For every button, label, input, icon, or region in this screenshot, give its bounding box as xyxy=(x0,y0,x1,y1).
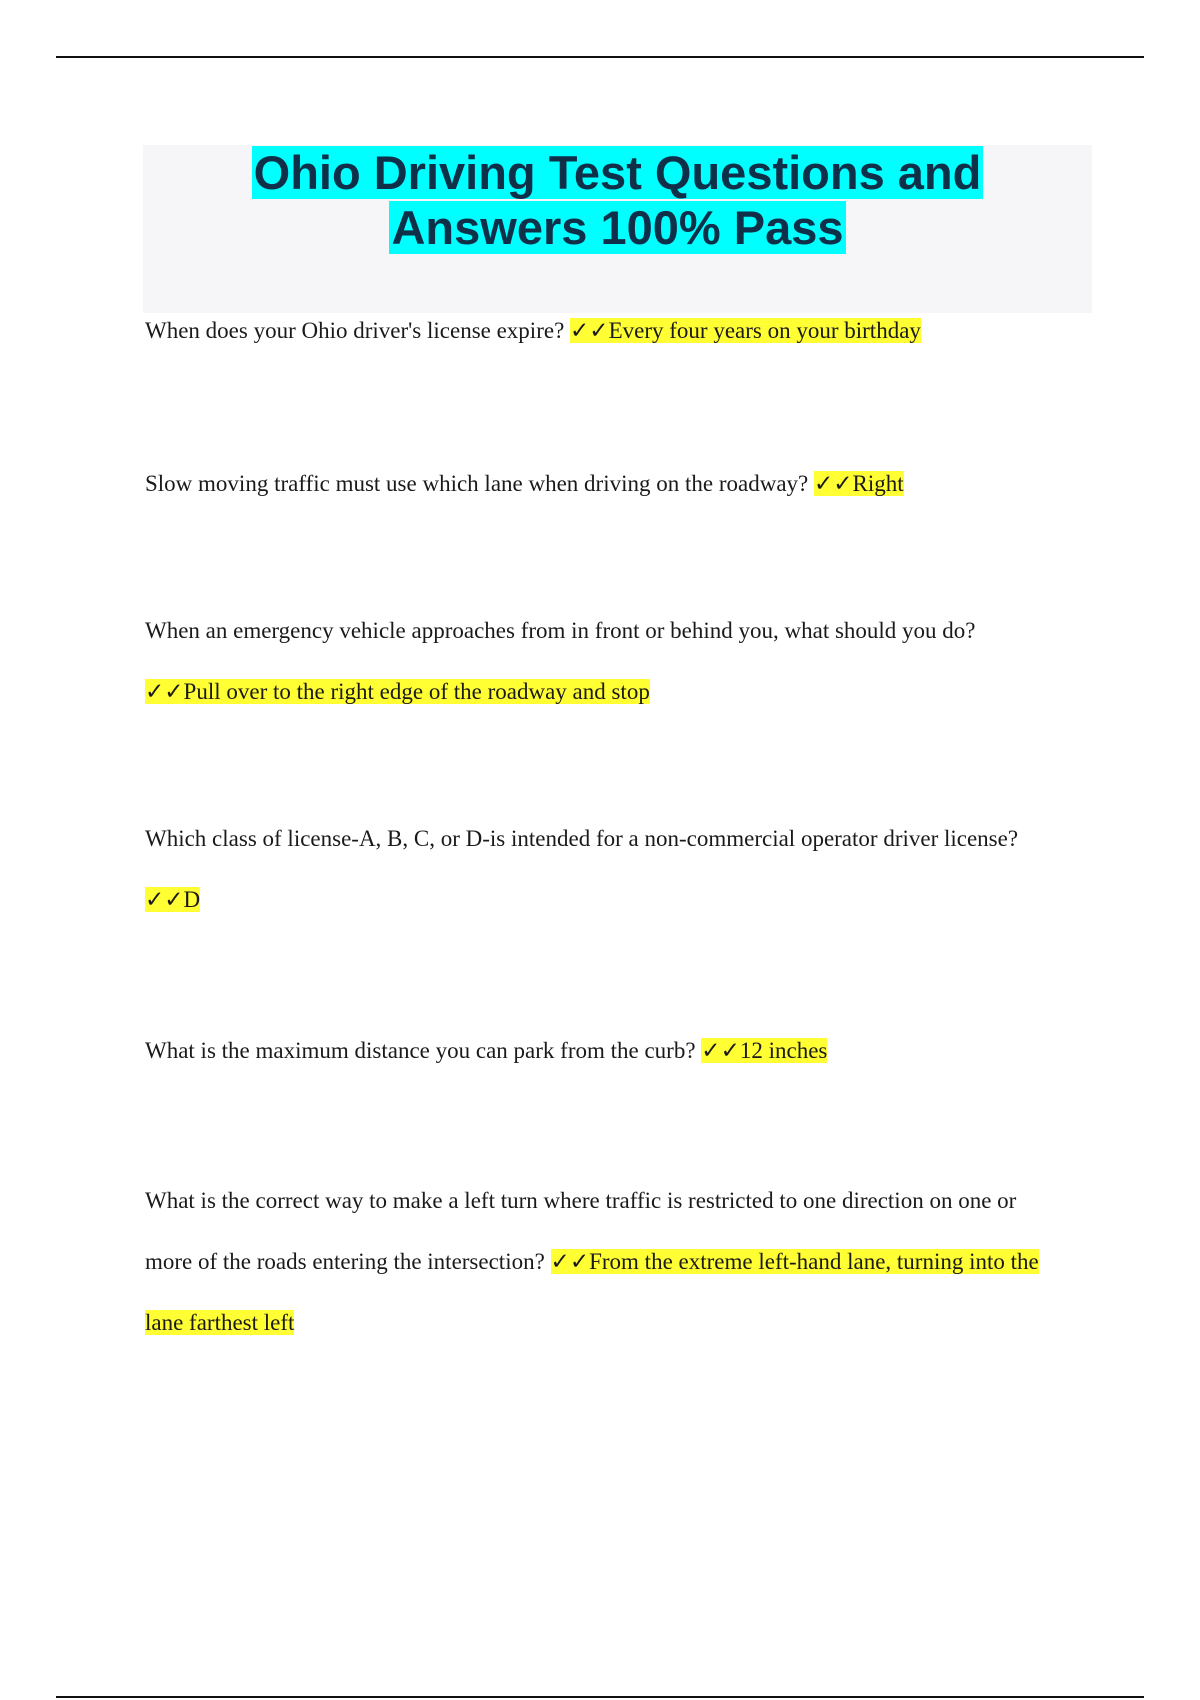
qa-item-5 xyxy=(145,1020,1105,1081)
answer-6-line-1: ✓✓From the extreme left-hand lane, turning into the xyxy=(550,1249,1039,1274)
check-mark-icon: ✓✓ xyxy=(145,887,184,912)
title-line-1: Ohio Driving Test Questions and xyxy=(253,146,982,199)
question-1: When does your Ohio driver's license expire? xyxy=(145,318,565,343)
top-rule xyxy=(56,56,1144,58)
question-3: When an emergency vehicle approaches from in front or behind you, what should you do? xyxy=(145,618,976,643)
check-mark-icon: ✓✓ xyxy=(814,471,853,496)
question-6-line-1: What is the correct way to make a left turn where traffic is restricted to one direction on one or xyxy=(145,1188,1017,1213)
qa-item-2 xyxy=(145,453,1105,514)
question-5: What is the maximum distance you can park from the curb? xyxy=(145,1038,696,1063)
question-2: Slow moving traffic must use which lane when driving on the roadway? xyxy=(145,471,809,496)
answer-3: ✓✓Pull over to the right edge of the roadway and stop xyxy=(145,679,650,704)
check-mark-icon: ✓✓ xyxy=(701,1038,740,1063)
bottom-rule xyxy=(56,1696,1144,1698)
qa-item-6 xyxy=(145,1170,1105,1353)
question-4: Which class of license-A, B, C, or D-is intended for a non-commercial operator driver license? xyxy=(145,826,1019,851)
answer-4: ✓✓D xyxy=(145,887,201,912)
answer-6-line-2: lane farthest left xyxy=(145,1310,295,1335)
qa-item-4 xyxy=(145,808,1105,930)
qa-item-3 xyxy=(145,600,1105,722)
check-mark-icon: ✓✓ xyxy=(550,1249,590,1274)
title-line-2: Answers 100% Pass xyxy=(391,201,844,254)
title-banner xyxy=(143,145,1092,313)
answer-5: ✓✓12 inches xyxy=(701,1038,828,1063)
document-title xyxy=(252,145,984,255)
answer-1: ✓✓Every four years on your birthday xyxy=(570,318,921,343)
check-mark-icon: ✓✓ xyxy=(145,679,184,704)
answer-2: ✓✓Right xyxy=(814,471,904,496)
qa-item-1 xyxy=(145,300,1105,361)
question-6-line-2: more of the roads entering the intersection? xyxy=(145,1249,545,1274)
check-mark-icon: ✓✓ xyxy=(570,318,609,343)
